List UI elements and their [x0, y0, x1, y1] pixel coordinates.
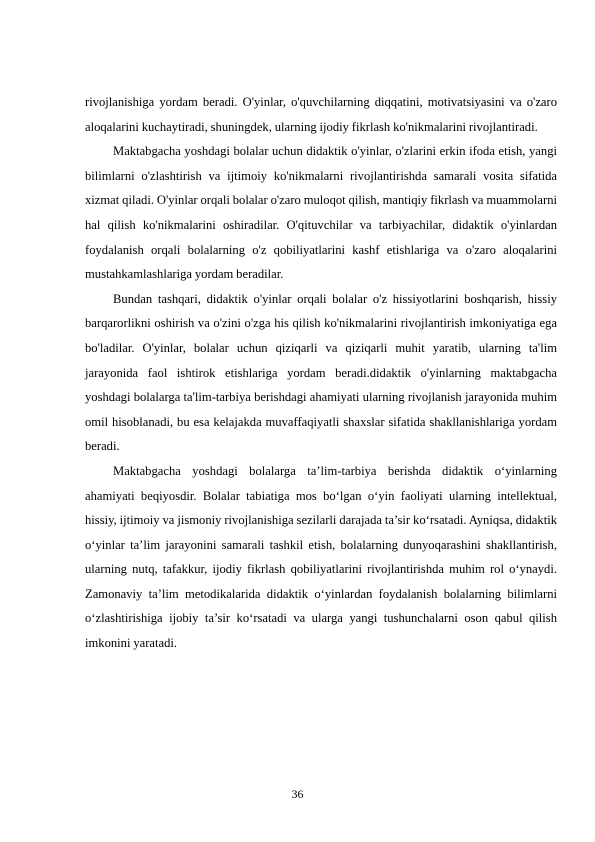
paragraph-importance-of-games: Maktabgacha yoshdagi bolalarga ta’lim-tarbiya berishda didaktik o‘yinlarning ahamiyati beqiyosdir. Bolalar tabiatiga mos bo‘lgan o‘yin faoliyati ularning intellektual, hissiy, ijtimoiy va jismoniy rivojlanishiga sezilarli darajada ta’sir ko‘rsatadi. Ayniqsa, didaktik o‘yinlar ta’lim jarayonini samarali tashkil etish, bolalarning dunyoqarashini shakllantirish, ularning nutq, tafakkur, ijodiy fikrlash qobiliyatlarini rivojlantirishda muhim rol o‘ynaydi. Zamonaviy ta’lim metodikalarida didaktik o‘yinlardan foydalanish bolalarning bilimlarni o‘zlashtirishiga ijobiy ta’sir ko‘rsatadi va ularga yangi tushunchalarni oson qabul qilish imkonini yaratadi.: [85, 463, 557, 651]
paragraph-emotional-development: Bundan tashqari, didaktik o'yinlar orqali bolalar o'z hissiyotlarini boshqarish, hissiy barqarorlikni oshirish va o'zini o'zga his qilish ko'nikmalarini rivojlantirish imkoniyatiga ega bo'ladilar. O'yinlar, bolalar uchun qiziqarli va qiziqarli muhit yaratib, ularning ta'lim jarayonida faol ishtirok etishlariga yordam beradi.didaktik o'yinlarning maktabgacha yoshdagi bolalarga ta'lim-tarbiya berishdagi ahamiyati ularning rivojlanish jarayonida muhim omil hisoblanadi, bu esa kelajakda muvaffaqiyatli shaxslar sifatida shakllanishlariga yordam beradi.: [85, 291, 557, 454]
paragraph-didactic-games-preschool: Maktabgacha yoshdagi bolalar uchun didaktik o'yinlar, o'zlarini erkin ifoda etish, yangi bilimlarni o'zlashtirish va ijtimoiy ko'nikmalarni rivojlantirishda samarali vosita sifatida xizmat qiladi. O'yinlar orqali bolalar o'zaro muloqot qilish, mantiqiy fikrlash va muammolarni hal qilish ko'nikmalarini oshiradilar. O'qituvchilar va tarbiyachilar, didaktik o'yinlardan foydalanish orqali bolalarning o'z qobiliyatlarini kashf etishlariga va o'zaro aloqalarini mustahkamlashlariga yordam beradilar.: [85, 144, 557, 282]
paragraph-continuation: rivojlanishiga yordam beradi. O'yinlar, o'quvchilarning diqqatini, motivatsiyasini va o'zaro aloqalarini kuchaytiradi, shuningdek, ularning ijodiy fikrlash ko'nikmalarini rivojlantiradi.: [85, 95, 557, 134]
page-number: 36: [291, 787, 304, 801]
document-body: [85, 90, 557, 656]
